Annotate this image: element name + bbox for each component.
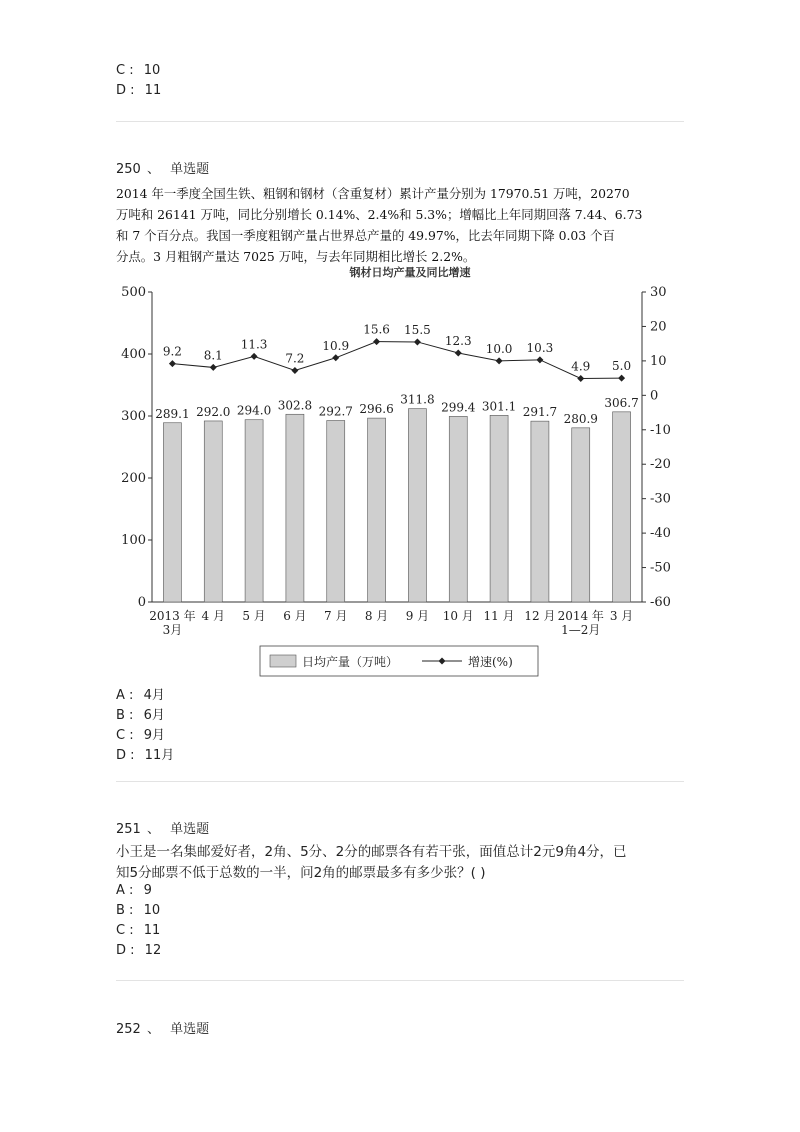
option-text: 10	[143, 903, 161, 918]
option-d-251[interactable]: D : 12	[116, 943, 162, 958]
category-label: 9 月	[405, 609, 430, 623]
category-label: 10 月	[442, 609, 474, 623]
legend-bar-swatch	[270, 655, 296, 667]
right-tick-label: -60	[650, 595, 671, 610]
category-label: 3 月	[609, 609, 634, 623]
option-a-250[interactable]: A : 4月	[116, 688, 165, 703]
category-label: 2014 年	[557, 609, 604, 623]
bar	[286, 414, 304, 602]
divider	[116, 980, 684, 981]
bar	[572, 428, 590, 602]
bar-label: 292.0	[196, 404, 231, 419]
bar-label: 302.8	[277, 398, 313, 413]
stem-line: 分点。3 月粗钢产量达 7025 万吨，与去年同期相比增长 2.2%。	[116, 249, 476, 264]
right-tick-label: -10	[650, 422, 671, 438]
question-sep: 、	[146, 822, 160, 837]
growth-point	[373, 338, 380, 345]
option-b-250[interactable]: B : 6月	[116, 708, 165, 723]
question-header-251	[116, 818, 209, 837]
growth-label: 7.2	[285, 351, 305, 366]
question-sep: 、	[146, 162, 160, 177]
question-type: 单选题	[170, 162, 210, 177]
legend-bar-label: 日均产量（万吨）	[302, 655, 399, 669]
right-tick-label: -20	[650, 457, 671, 473]
divider	[116, 781, 684, 782]
growth-point	[455, 349, 462, 356]
growth-point	[536, 356, 543, 363]
option-key: B	[116, 903, 125, 918]
left-tick-label: 100	[121, 533, 146, 548]
growth-label: 8.1	[203, 348, 223, 363]
bar-label: 301.1	[481, 399, 517, 414]
question-header-252	[116, 1018, 209, 1037]
left-tick-label: 200	[121, 471, 146, 486]
category-label: 8 月	[364, 609, 389, 623]
bar	[449, 416, 467, 602]
option-key: D	[116, 748, 127, 763]
option-text: 11	[144, 83, 162, 98]
option-b-251[interactable]: B : 10	[116, 903, 161, 918]
category-label: 5 月	[242, 609, 266, 623]
question-type: 单选题	[170, 1022, 210, 1037]
option-key: C	[116, 923, 126, 938]
option-key: C	[116, 63, 126, 78]
option-key: D	[116, 83, 127, 98]
right-tick-label: 20	[650, 319, 667, 335]
bar	[531, 421, 549, 602]
right-tick-label: 10	[650, 353, 667, 369]
stem-line: 小王是一名集邮爱好者，2角、5分、2分的邮票各有若干张，面值总计2元9角4分，已	[116, 844, 627, 860]
question-stem-251	[116, 842, 686, 884]
bar	[368, 418, 386, 602]
right-tick-label: -30	[650, 491, 671, 507]
stem-line: 2014 年一季度全国生铁、粗钢和钢材（含重复材）累计产量分别为 17970.51 万吨，20270	[116, 186, 630, 201]
growth-label: 10.9	[322, 338, 350, 353]
growth-label: 10.0	[485, 341, 513, 356]
right-tick-label: -40	[650, 526, 671, 542]
growth-label: 15.6	[363, 322, 390, 337]
stem-line: 知5分邮票不低于总数的一半，问2角的邮票最多有多少张？( )	[116, 865, 486, 881]
option-text: 12	[144, 943, 162, 958]
bar	[163, 423, 181, 602]
bar-label: 299.4	[441, 400, 476, 415]
bar	[327, 421, 345, 602]
bar-label: 289.1	[155, 406, 190, 421]
bar-label: 294.0	[236, 403, 272, 418]
bar-label: 296.6	[359, 402, 394, 417]
category-label: 4 月	[201, 609, 225, 623]
question-type: 单选题	[170, 822, 210, 837]
option-d-250[interactable]: D : 11月	[116, 748, 175, 763]
option-text: 9月	[143, 728, 166, 743]
legend-line-marker	[439, 658, 446, 665]
bar-label: 292.7	[318, 404, 353, 419]
option-text: 11月	[144, 748, 175, 763]
left-tick-label: 0	[137, 595, 146, 610]
growth-point	[577, 375, 584, 382]
category-label: 12 月	[524, 609, 556, 623]
growth-label: 9.2	[162, 344, 182, 359]
question-number: 250	[116, 162, 141, 177]
category-label: 11 月	[483, 609, 515, 623]
stem-line: 和 7 个百分点。我国一季度粗钢产量占世界总产量的 49.97%，比去年同期下降 0.03 个百	[116, 228, 615, 243]
right-tick-label: 30	[650, 285, 667, 300]
option-key: C	[116, 728, 126, 743]
left-tick-label: 500	[121, 285, 146, 300]
growth-point	[496, 357, 503, 364]
growth-label: 15.5	[404, 322, 431, 337]
option-key: A	[116, 688, 125, 703]
right-tick-label: -50	[650, 560, 671, 576]
growth-point	[332, 354, 339, 361]
right-tick-label: 0	[650, 388, 659, 404]
growth-label: 12.3	[444, 333, 472, 348]
bar	[490, 415, 508, 602]
bar	[613, 412, 631, 602]
option-key: B	[116, 708, 125, 723]
option-c-251[interactable]: C : 11	[116, 923, 161, 938]
bar-label: 311.8	[400, 392, 435, 407]
bar-label: 306.7	[604, 395, 639, 410]
category-label: 7 月	[324, 609, 348, 623]
option-c-250[interactable]: C : 9月	[116, 728, 166, 743]
growth-label: 10.3	[526, 340, 554, 355]
left-tick-label: 400	[121, 347, 146, 362]
option-text: 9	[143, 883, 152, 898]
bar	[204, 421, 222, 602]
growth-point	[414, 338, 421, 345]
category-label: 2013 年	[149, 609, 196, 623]
growth-label: 5.0	[612, 359, 632, 374]
option-text: 11	[143, 923, 161, 938]
category-label: 1—2月	[561, 623, 601, 637]
growth-label: 11.3	[240, 337, 268, 352]
option-text: 6月	[143, 708, 165, 723]
growth-point	[251, 353, 258, 360]
bar	[245, 420, 263, 602]
chart-title: 钢材日均产量及同比增速	[349, 266, 471, 279]
left-tick-label: 300	[121, 409, 146, 424]
question-sep: 、	[146, 1022, 160, 1037]
option-text: 10	[143, 63, 161, 78]
stem-line: 万吨和 26141 万吨，同比分别增长 0.14%、2.4%和 5.3%；增幅比上年同期回落 7.44、6.73	[116, 207, 643, 222]
option-a-251[interactable]: A : 9	[116, 883, 152, 898]
growth-point	[291, 367, 298, 374]
question-number: 252	[116, 1022, 141, 1037]
option-text: 4月	[143, 688, 165, 703]
growth-point	[618, 375, 625, 382]
bar-label: 280.9	[563, 411, 598, 426]
legend-line-label: 增速(%)	[468, 655, 513, 669]
bar	[408, 409, 426, 602]
category-label: 6 月	[283, 609, 307, 623]
category-label: 3月	[162, 623, 183, 637]
option-d-prev[interactable]: D : 11	[116, 83, 162, 98]
option-c-prev[interactable]: C : 10	[116, 63, 161, 78]
bar-label: 291.7	[522, 405, 558, 420]
growth-point	[210, 364, 217, 371]
option-key: D	[116, 943, 127, 958]
question-number: 251	[116, 822, 141, 837]
growth-point	[169, 360, 176, 367]
growth-label: 4.9	[571, 359, 591, 374]
option-key: A	[116, 883, 125, 898]
